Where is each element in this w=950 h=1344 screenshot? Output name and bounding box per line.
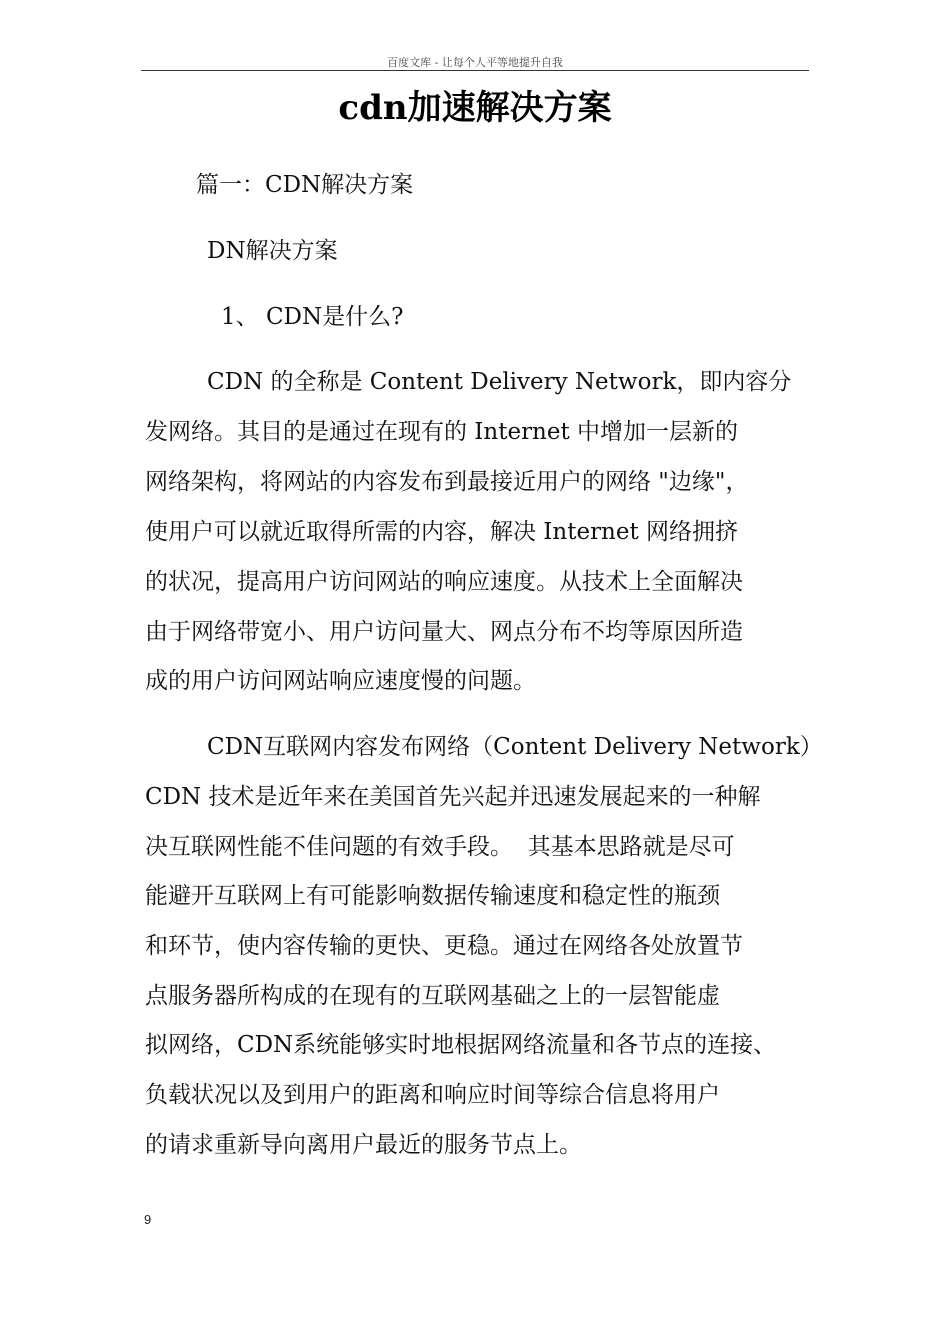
document-title: cdn加速解决方案 — [338, 88, 612, 128]
subheading: DN解决方案 — [207, 238, 338, 264]
paragraph-line: 的请求重新导向离用户最近的服务节点上。 — [145, 1132, 582, 1158]
paragraph-line: 能避开互联网上有可能影响数据传输速度和稳定性的瓶颈 — [145, 883, 720, 909]
paragraph-line: 和环节，使内容传输的更快、更稳。通过在网络各处放置节 — [145, 933, 743, 959]
paragraph-line: 负载状况以及到用户的距离和响应时间等综合信息将用户 — [145, 1082, 720, 1108]
paragraph-line: 网络架构，将网站的内容发布到最接近用户的网络 "边缘"， — [145, 469, 749, 495]
paragraph-line: 发网络。其目的是通过在现有的 Internet 中增加一层新的 — [145, 419, 739, 445]
header-text: 百度文库 - 让每个人平等地提升自我 — [387, 56, 563, 69]
paragraph-line: 的状况，提高用户访问网站的响应速度。从技术上全面解决 — [145, 569, 743, 595]
page-header — [141, 56, 809, 71]
paragraph-line: CDN 技术是近年来在美国首先兴起并迅速发展起来的一种解 — [145, 784, 761, 810]
paragraph-line: 由于网络带宽小、用户访问量大、网点分布不均等原因所造 — [145, 619, 743, 645]
paragraph-line: CDN互联网内容发布网络（Content Delivery Network） — [207, 734, 823, 760]
paragraph-line: 拟网络，CDN系统能够实时地根据网络流量和各节点的连接、 — [145, 1032, 777, 1058]
question-heading: 1、 CDN是什么? — [221, 304, 404, 330]
paragraph-line: CDN 的全称是 Content Delivery Network，即内容分 — [207, 369, 792, 395]
paragraph-line: 使用户可以就近取得所需的内容，解决 Internet 网络拥挤 — [145, 519, 739, 545]
section-heading: 篇一：CDN解决方案 — [196, 172, 414, 198]
paragraph-line: 点服务器所构成的在现有的互联网基础之上的一层智能虚 — [145, 983, 720, 1009]
page-number: 9 — [144, 1212, 152, 1227]
paragraph-line: 决互联网性能不佳问题的有效手段。 其基本思路就是尽可 — [145, 834, 735, 860]
paragraph-line: 成的用户访问网站响应速度慢的问题。 — [145, 668, 536, 694]
